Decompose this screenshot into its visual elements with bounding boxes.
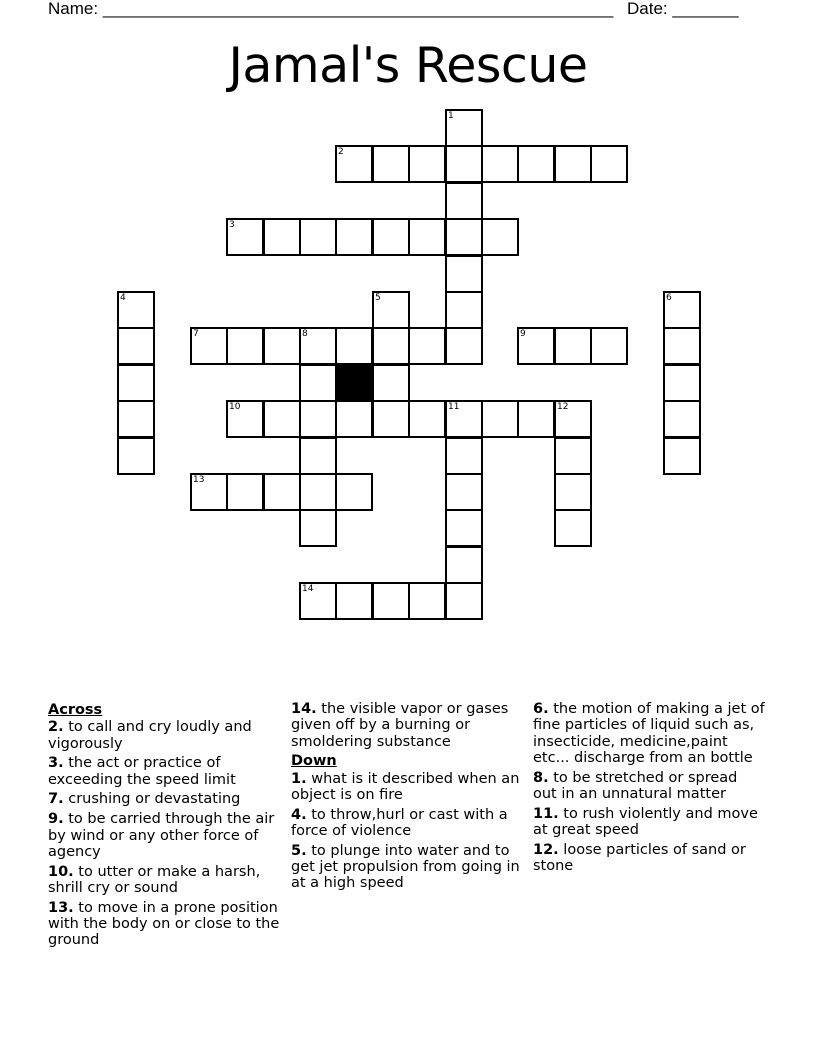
crossword-cell[interactable] — [226, 218, 264, 256]
cell-number: 14 — [302, 584, 314, 594]
clue-text: to throw,hurl or cast with a force of violence — [291, 806, 508, 840]
crossword-cell[interactable] — [226, 473, 264, 511]
cell-number: 10 — [229, 402, 241, 412]
crossword-cell[interactable] — [299, 364, 337, 402]
cell-number: 13 — [193, 475, 205, 485]
crossword-cell[interactable] — [663, 291, 701, 329]
crossword-cell[interactable] — [408, 145, 446, 183]
clue-number: 8. — [533, 769, 549, 786]
cell-number: 8 — [302, 329, 308, 339]
clue-down-1 — [291, 771, 523, 804]
crossword-cell[interactable] — [554, 473, 592, 511]
crossword-cell[interactable] — [299, 509, 337, 547]
crossword-cell[interactable] — [445, 291, 483, 329]
crossword-cell[interactable] — [590, 145, 628, 183]
crossword-cell[interactable] — [445, 546, 483, 584]
crossword-cell[interactable] — [445, 473, 483, 511]
crossword-cell[interactable] — [517, 327, 555, 365]
crossword-cell[interactable] — [445, 218, 483, 256]
crossword-cell[interactable] — [299, 473, 337, 511]
clue-across-13 — [48, 900, 280, 949]
clue-across-10 — [48, 864, 280, 897]
crossword-cell[interactable] — [335, 473, 373, 511]
clue-down-4 — [291, 807, 523, 840]
clue-column-1 — [48, 701, 280, 952]
crossword-cell[interactable] — [517, 400, 555, 438]
cell-number: 2 — [338, 147, 344, 157]
name-label: Name: — [48, 0, 99, 18]
clue-down-8 — [533, 770, 765, 803]
crossword-cell[interactable] — [445, 400, 483, 438]
crossword-cell[interactable] — [226, 327, 264, 365]
crossword-cell[interactable] — [663, 437, 701, 475]
crossword-cell[interactable] — [663, 364, 701, 402]
crossword-cell[interactable] — [554, 145, 592, 183]
clue-number: 9. — [48, 811, 64, 828]
crossword-cell[interactable] — [372, 218, 410, 256]
cell-number: 4 — [120, 293, 126, 303]
clue-text: to be carried through the air by wind or any other force of agency — [48, 811, 275, 860]
clue-text: to plunge into water and to get jet propulsion from going in at a high speed — [291, 842, 520, 892]
crossword-cell[interactable] — [190, 327, 228, 365]
clue-across-2 — [48, 719, 280, 752]
clue-across-3 — [48, 755, 280, 788]
clue-number: 5. — [291, 842, 307, 859]
clue-text: what is it described when an object is on fire — [291, 770, 520, 803]
clue-number: 14. — [291, 701, 317, 717]
crossword-cell[interactable] — [445, 509, 483, 547]
crossword-cell[interactable] — [554, 327, 592, 365]
date-blank[interactable]: _______ — [672, 0, 739, 18]
crossword-cell[interactable] — [117, 327, 155, 365]
crossword-cell[interactable] — [117, 291, 155, 329]
date-label: Date: — [627, 0, 668, 18]
cell-number: 5 — [375, 293, 381, 303]
crossword-cell[interactable] — [554, 509, 592, 547]
clue-number: 4. — [291, 806, 307, 823]
clue-across-14 — [291, 701, 523, 750]
crossword-cell[interactable] — [481, 400, 519, 438]
clue-text: to rush violently and move at great speed — [533, 805, 758, 839]
clue-number: 1. — [291, 770, 307, 787]
crossword-cell[interactable] — [335, 218, 373, 256]
cell-number: 11 — [448, 402, 460, 412]
crossword-cell[interactable] — [445, 109, 483, 147]
clue-number: 7. — [48, 791, 64, 808]
cell-number: 7 — [193, 329, 199, 339]
crossword-cell[interactable] — [372, 400, 410, 438]
crossword-cell[interactable] — [408, 218, 446, 256]
clue-text: loose particles of sand or stone — [533, 841, 746, 875]
crossword-cell[interactable] — [226, 400, 264, 438]
crossword-cell[interactable] — [335, 145, 373, 183]
cell-number: 6 — [666, 293, 672, 303]
crossword-cell[interactable] — [299, 582, 337, 620]
crossword-cell[interactable] — [299, 437, 337, 475]
crossword-cell[interactable] — [554, 400, 592, 438]
crossword-cell[interactable] — [663, 400, 701, 438]
clue-down-12 — [533, 842, 765, 875]
crossword-cell[interactable] — [372, 145, 410, 183]
crossword-cell[interactable] — [299, 218, 337, 256]
crossword-cell[interactable] — [445, 327, 483, 365]
crossword-cell[interactable] — [554, 437, 592, 475]
clue-number: 13. — [48, 899, 74, 916]
crossword-cell[interactable] — [335, 400, 373, 438]
crossword-cell[interactable] — [263, 473, 301, 511]
clue-text: to call and cry loudly and vigorously — [48, 719, 252, 752]
clue-column-2 — [291, 701, 523, 895]
clue-number: 6. — [533, 701, 549, 717]
crossword-cell[interactable] — [372, 582, 410, 620]
crossword-cell[interactable] — [263, 327, 301, 365]
puzzle-title: Jamal's Rescue — [228, 37, 588, 94]
crossword-cell[interactable] — [517, 145, 555, 183]
crossword-cell[interactable] — [445, 255, 483, 293]
crossword-cell[interactable] — [263, 218, 301, 256]
clue-down-11 — [533, 806, 765, 839]
crossword-cell[interactable] — [445, 145, 483, 183]
crossword-cell[interactable] — [117, 364, 155, 402]
crossword-cell[interactable] — [408, 327, 446, 365]
clue-number: 2. — [48, 719, 64, 736]
across-heading: Across — [48, 702, 103, 718]
crossword-cell[interactable] — [299, 400, 337, 438]
clue-number: 10. — [48, 863, 74, 880]
crossword-cell[interactable] — [663, 327, 701, 365]
crossword-cell[interactable] — [299, 327, 337, 365]
clue-across-7 — [48, 791, 280, 807]
crossword-cell[interactable] — [335, 582, 373, 620]
crossword-cell[interactable] — [117, 437, 155, 475]
clue-text: the act or practice of exceeding the speed limit — [48, 755, 236, 788]
clue-text: the visible vapor or gases given off by a burning or smoldering substance — [291, 701, 509, 750]
clue-number: 12. — [533, 841, 559, 858]
crossword-cell[interactable] — [372, 327, 410, 365]
clue-text: to utter or make a harsh, shrill cry or sound — [48, 863, 261, 896]
crossword-cell[interactable] — [372, 291, 410, 329]
cell-number: 1 — [448, 111, 454, 121]
crossword-cell[interactable] — [408, 400, 446, 438]
clue-down-5 — [291, 843, 523, 892]
crossword-cell[interactable] — [445, 182, 483, 220]
crossword-cell[interactable] — [190, 473, 228, 511]
crossword-cell[interactable] — [445, 582, 483, 620]
crossword-cell[interactable] — [408, 582, 446, 620]
clue-number: 11. — [533, 805, 559, 822]
crossword-cell[interactable] — [335, 327, 373, 365]
clue-down-6 — [533, 701, 765, 766]
clue-number: 3. — [48, 755, 64, 772]
clue-across-9 — [48, 811, 280, 860]
black-square — [335, 364, 373, 402]
crossword-cell[interactable] — [372, 364, 410, 402]
crossword-cell[interactable] — [117, 400, 155, 438]
name-blank[interactable]: ______________________________________________________ — [102, 0, 614, 18]
clue-text: to move in a prone position with the body on or close to the ground — [48, 899, 280, 949]
cell-number: 3 — [229, 220, 235, 230]
crossword-cell[interactable] — [263, 400, 301, 438]
clue-text: the motion of making a jet of fine particles of liquid such as, insecticide, medicine,paint etc... discharge from an bottle — [533, 701, 765, 766]
clue-text: to be stretched or spread out in an unnatural matter — [533, 769, 738, 802]
crossword-cell[interactable] — [481, 218, 519, 256]
down-heading: Down — [291, 753, 337, 770]
crossword-cell[interactable] — [590, 327, 628, 365]
clue-column-3 — [533, 701, 765, 878]
crossword-cell[interactable] — [481, 145, 519, 183]
crossword-cell[interactable] — [445, 437, 483, 475]
cell-number: 12 — [557, 402, 569, 412]
cell-number: 9 — [520, 329, 526, 339]
clue-text: crushing or devastating — [68, 791, 241, 808]
